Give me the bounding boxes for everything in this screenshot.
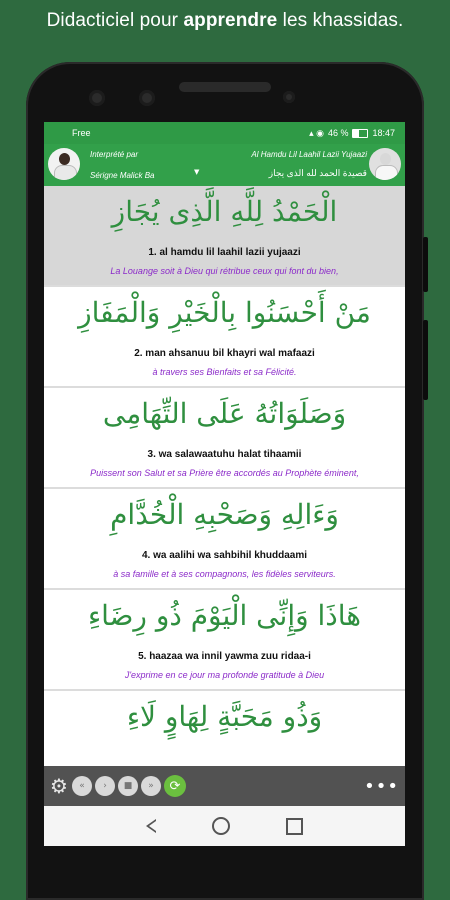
signal-icon: ▴ ◉ bbox=[309, 127, 324, 138]
status-bar bbox=[44, 122, 405, 144]
status-time: 18:47 bbox=[372, 128, 395, 138]
verse-transliteration: 2. man ahsanuu bil khayri wal mafaazi bbox=[134, 348, 315, 359]
forward-button[interactable]: » bbox=[141, 776, 161, 796]
list-item[interactable] bbox=[44, 287, 405, 388]
play-button[interactable]: › bbox=[95, 776, 115, 796]
verse-translation: J'exprime en ce jour ma profonde gratitude à Dieu bbox=[124, 670, 325, 680]
promo-headline bbox=[0, 10, 450, 32]
interpreted-by-label: Interprété par bbox=[90, 150, 139, 159]
status-carrier: Free bbox=[72, 128, 91, 138]
battery-percent: 46 % bbox=[327, 128, 349, 138]
app-header bbox=[44, 144, 405, 186]
volume-button bbox=[423, 320, 428, 400]
verse-arabic: وَذُو مَحَبَّةٍ لِهَاوٍ لَاءِ bbox=[126, 700, 323, 733]
verse-arabic: هَاذَا وَإِنِّى الْيَوْمَ ذُو رِضَاءِ bbox=[87, 599, 362, 632]
stop-button[interactable]: ■ bbox=[118, 776, 138, 796]
gear-icon[interactable]: ⚙ bbox=[50, 774, 68, 798]
verse-transliteration: 4. wa aalihi wa sahbihil khuddaami bbox=[141, 550, 308, 561]
headline-bold: apprendre bbox=[183, 10, 278, 31]
home-icon[interactable] bbox=[212, 817, 230, 835]
list-item[interactable] bbox=[44, 691, 405, 749]
verse-arabic: وَءَالِهِ وَصَحْبِهِ الْخُدَّامِ bbox=[110, 498, 339, 531]
author-avatar[interactable] bbox=[369, 148, 401, 180]
back-icon[interactable] bbox=[146, 819, 156, 833]
verse-transliteration: 3. wa salawaatuhu halat tihaamii bbox=[147, 449, 302, 460]
status-right bbox=[309, 128, 395, 139]
khassida-title: Al Hamdu Lil Laahil Lazii Yujaazi bbox=[251, 150, 367, 159]
proximity-sensor-icon bbox=[283, 91, 295, 103]
more-options-icon[interactable]: ••• bbox=[364, 775, 399, 797]
verse-transliteration: 5. haazaa wa innil yawma zuu ridaa-i bbox=[138, 651, 311, 662]
verse-translation: à sa famille et à ses compagnons, les fidèles serviteurs. bbox=[113, 569, 336, 579]
list-item[interactable] bbox=[44, 186, 405, 287]
power-button bbox=[423, 237, 428, 292]
verse-list[interactable] bbox=[44, 186, 405, 766]
verse-translation: à travers ses Bienfaits et sa Félicité. bbox=[152, 367, 297, 377]
list-item[interactable] bbox=[44, 489, 405, 590]
list-item[interactable] bbox=[44, 388, 405, 489]
app-screen bbox=[44, 122, 405, 806]
headline-post: les khassidas. bbox=[277, 10, 404, 31]
rewind-button[interactable]: « bbox=[72, 776, 92, 796]
list-item[interactable] bbox=[44, 590, 405, 691]
verse-transliteration: 1. al hamdu lil laahil lazii yujaazi bbox=[148, 247, 301, 258]
headline-pre: Didacticiel pour bbox=[46, 10, 184, 31]
audio-player-bar bbox=[44, 766, 405, 806]
android-nav-bar bbox=[44, 806, 405, 846]
phone-top bbox=[26, 62, 424, 120]
front-camera-icon bbox=[89, 90, 105, 106]
repeat-icon[interactable]: ⟳ bbox=[164, 775, 186, 797]
verse-translation: La Louange soit à Dieu qui rétribue ceux qui font du bien, bbox=[110, 266, 339, 276]
battery-icon bbox=[352, 129, 368, 138]
sensor-icon bbox=[139, 90, 155, 106]
reciter-avatar[interactable] bbox=[48, 148, 80, 180]
khassida-title-arabic: قصيدة الحمد لله الذى يجاز bbox=[268, 168, 367, 178]
reciter-select[interactable]: Sérigne Malick Ba bbox=[90, 171, 155, 180]
verse-translation: Puissent son Salut et sa Prière être accordés au Prophète éminent, bbox=[90, 468, 359, 478]
earpiece-speaker bbox=[179, 82, 271, 92]
verse-arabic: وَصَلَوَاتُهُ عَلَى التِّهَامِى bbox=[102, 397, 347, 430]
recent-apps-icon[interactable] bbox=[286, 818, 303, 835]
verse-arabic: مَنْ أَحْسَنُوا بِالْخَيْرِ وَالْمَفَازِ bbox=[78, 296, 371, 329]
chevron-down-icon[interactable]: ▼ bbox=[194, 168, 200, 176]
verse-arabic: الْحَمْدُ لِلَّهِ الَّذِى يُجَازِ bbox=[111, 195, 338, 228]
